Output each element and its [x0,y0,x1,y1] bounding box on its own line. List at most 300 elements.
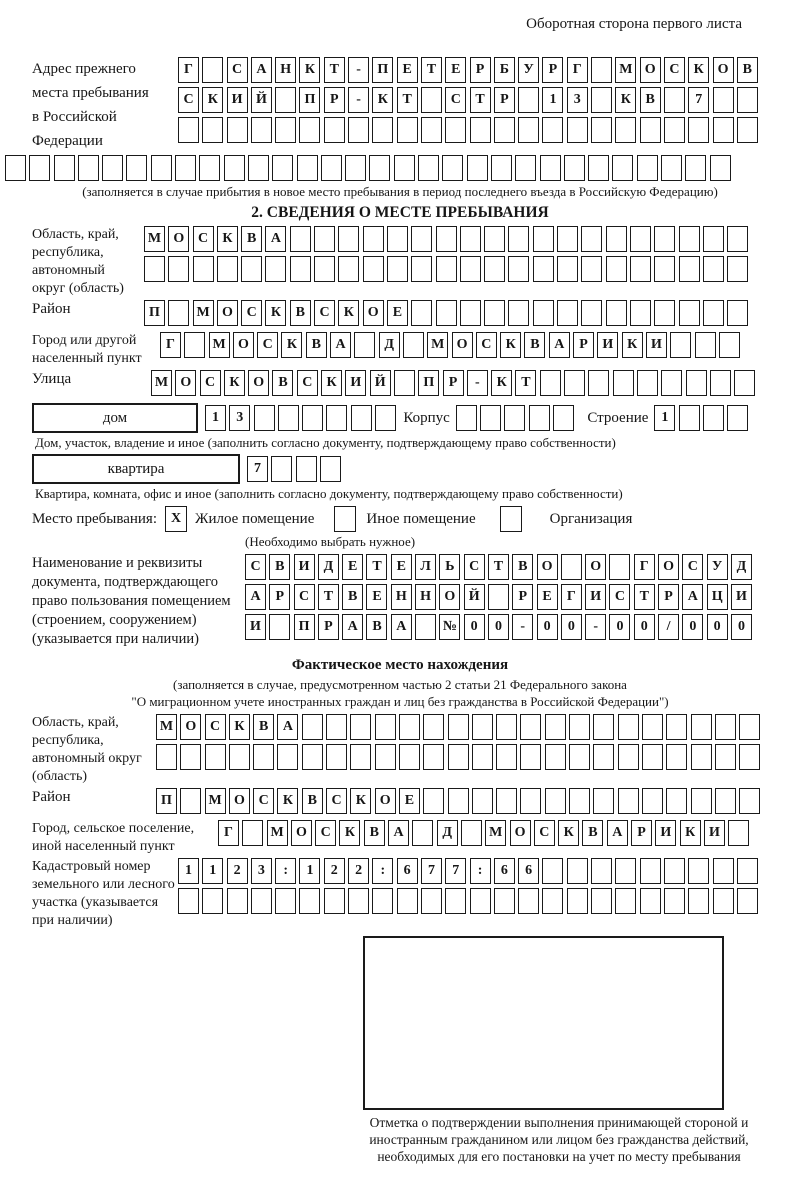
grid-cell[interactable]: О [363,300,384,326]
grid-cell[interactable]: Е [366,584,387,610]
grid-cell[interactable]: - [348,57,369,83]
grid-cell[interactable]: О [375,788,396,814]
grid-cell[interactable]: 6 [518,858,539,884]
grid-cell[interactable]: С [200,370,221,396]
grid-cell[interactable]: 1 [299,858,320,884]
grid-cell[interactable] [508,300,529,326]
grid-cell[interactable] [436,300,457,326]
grid-cell[interactable]: А [682,584,703,610]
grid-cell[interactable]: С [294,584,315,610]
grid-cell[interactable] [727,300,748,326]
grid-cell[interactable]: Т [488,554,509,580]
grid-cell[interactable] [472,744,493,770]
grid-cell[interactable] [394,370,415,396]
grid-cell[interactable]: В [524,332,545,358]
grid-cell[interactable] [151,155,172,181]
grid-cell[interactable]: В [272,370,293,396]
grid-cell[interactable] [686,370,707,396]
grid-cell[interactable] [178,117,199,143]
grid-cell[interactable] [661,370,682,396]
grid-cell[interactable] [719,332,740,358]
grid-cell[interactable] [338,226,359,252]
grid-cell[interactable] [710,370,731,396]
grid-cell[interactable]: : [275,858,296,884]
grid-cell[interactable] [679,256,700,282]
grid-cell[interactable] [314,256,335,282]
grid-cell[interactable]: 1 [202,858,223,884]
grid-cell[interactable]: К [299,57,320,83]
grid-cell[interactable] [324,888,345,914]
grid-cell[interactable] [193,256,214,282]
grid-cell[interactable] [703,226,724,252]
grid-cell[interactable]: Е [397,57,418,83]
grid-cell[interactable] [591,87,612,113]
grid-cell[interactable]: А [342,614,363,640]
grid-cell[interactable] [436,226,457,252]
grid-cell[interactable] [205,744,226,770]
grid-cell[interactable]: 7 [421,858,442,884]
grid-cell[interactable] [314,226,335,252]
grid-cell[interactable]: Г [634,554,655,580]
grid-cell[interactable]: У [518,57,539,83]
grid-cell[interactable] [715,788,736,814]
grid-cell[interactable]: О [217,300,238,326]
grid-cell[interactable]: О [510,820,531,846]
grid-cell[interactable]: С [227,57,248,83]
grid-cell[interactable]: Т [515,370,536,396]
grid-cell[interactable]: Е [445,57,466,83]
grid-cell[interactable] [569,788,590,814]
grid-cell[interactable] [545,714,566,740]
grid-cell[interactable] [703,256,724,282]
grid-cell[interactable]: 2 [227,858,248,884]
grid-cell[interactable] [567,858,588,884]
grid-cell[interactable] [666,788,687,814]
grid-cell[interactable] [609,554,630,580]
grid-cell[interactable]: Й [251,87,272,113]
grid-cell[interactable]: К [350,788,371,814]
grid-cell[interactable]: 0 [561,614,582,640]
grid-cell[interactable] [296,456,317,482]
grid-cell[interactable]: К [338,300,359,326]
grid-cell[interactable]: И [585,584,606,610]
grid-cell[interactable] [412,820,433,846]
grid-cell[interactable] [375,714,396,740]
grid-cell[interactable] [688,858,709,884]
grid-cell[interactable]: О [537,554,558,580]
grid-cell[interactable] [593,714,614,740]
grid-cell[interactable]: Ь [439,554,460,580]
grid-cell[interactable] [664,858,685,884]
grid-cell[interactable] [612,155,633,181]
grid-cell[interactable] [217,256,238,282]
grid-cell[interactable]: П [156,788,177,814]
grid-cell[interactable]: О [233,332,254,358]
grid-cell[interactable] [593,744,614,770]
grid-cell[interactable] [606,256,627,282]
grid-cell[interactable]: В [306,332,327,358]
grid-cell[interactable]: П [299,87,320,113]
grid-cell[interactable] [593,788,614,814]
grid-cell[interactable]: О [658,554,679,580]
grid-cell[interactable] [175,155,196,181]
grid-cell[interactable] [248,155,269,181]
grid-cell[interactable] [421,888,442,914]
grid-cell[interactable]: В [640,87,661,113]
grid-cell[interactable] [520,744,541,770]
grid-cell[interactable]: Р [470,57,491,83]
grid-cell[interactable]: Н [391,584,412,610]
grid-cell[interactable] [703,405,724,431]
grid-cell[interactable] [251,117,272,143]
grid-cell[interactable]: К [265,300,286,326]
grid-cell[interactable] [588,370,609,396]
grid-cell[interactable] [254,405,275,431]
grid-cell[interactable] [496,714,517,740]
grid-cell[interactable]: Р [494,87,515,113]
grid-cell[interactable] [178,888,199,914]
grid-cell[interactable]: М [193,300,214,326]
grid-cell[interactable] [320,456,341,482]
grid-cell[interactable]: С [241,300,262,326]
grid-cell[interactable] [484,256,505,282]
grid-cell[interactable]: И [655,820,676,846]
grid-cell[interactable] [345,155,366,181]
grid-cell[interactable] [354,332,375,358]
grid-cell[interactable]: М [205,788,226,814]
grid-cell[interactable] [54,155,75,181]
grid-cell[interactable] [350,714,371,740]
checkbox-residential[interactable]: X [165,506,187,532]
grid-cell[interactable] [421,87,442,113]
grid-cell[interactable] [302,714,323,740]
grid-cell[interactable] [297,155,318,181]
grid-cell[interactable]: В [582,820,603,846]
grid-cell[interactable]: В [737,57,758,83]
grid-cell[interactable]: Т [470,87,491,113]
grid-cell[interactable] [78,155,99,181]
grid-cell[interactable] [661,155,682,181]
grid-cell[interactable] [394,155,415,181]
grid-cell[interactable] [529,405,550,431]
grid-cell[interactable] [630,300,651,326]
grid-cell[interactable] [102,155,123,181]
grid-cell[interactable]: В [512,554,533,580]
grid-cell[interactable]: К [500,332,521,358]
grid-cell[interactable] [679,226,700,252]
grid-cell[interactable]: 3 [567,87,588,113]
grid-cell[interactable] [144,256,165,282]
grid-cell[interactable] [618,744,639,770]
grid-cell[interactable]: № [439,614,460,640]
grid-cell[interactable] [480,405,501,431]
grid-cell[interactable] [242,820,263,846]
grid-cell[interactable]: 1 [542,87,563,113]
grid-cell[interactable]: Р [658,584,679,610]
grid-cell[interactable] [688,117,709,143]
grid-cell[interactable]: Г [178,57,199,83]
grid-cell[interactable] [630,226,651,252]
grid-cell[interactable]: Р [324,87,345,113]
grid-cell[interactable] [533,226,554,252]
grid-cell[interactable] [540,155,561,181]
grid-cell[interactable] [375,405,396,431]
grid-cell[interactable]: Е [342,554,363,580]
grid-cell[interactable]: Т [421,57,442,83]
grid-cell[interactable]: С [682,554,703,580]
grid-cell[interactable]: Й [464,584,485,610]
grid-cell[interactable] [739,788,760,814]
grid-cell[interactable]: 0 [682,614,703,640]
grid-cell[interactable] [363,226,384,252]
grid-cell[interactable]: А [245,584,266,610]
grid-cell[interactable]: С [205,714,226,740]
grid-cell[interactable] [399,714,420,740]
grid-cell[interactable]: 0 [609,614,630,640]
grid-cell[interactable]: К [491,370,512,396]
grid-cell[interactable]: М [209,332,230,358]
grid-cell[interactable] [278,405,299,431]
grid-cell[interactable] [224,155,245,181]
grid-cell[interactable] [654,256,675,282]
grid-cell[interactable] [518,117,539,143]
grid-cell[interactable] [227,117,248,143]
grid-cell[interactable]: К [202,87,223,113]
grid-cell[interactable] [508,226,529,252]
grid-cell[interactable]: К [558,820,579,846]
grid-cell[interactable] [640,117,661,143]
grid-cell[interactable]: А [277,714,298,740]
grid-cell[interactable] [691,714,712,740]
grid-cell[interactable] [642,714,663,740]
grid-cell[interactable]: В [241,226,262,252]
grid-cell[interactable]: А [549,332,570,358]
grid-cell[interactable]: О [439,584,460,610]
grid-cell[interactable] [403,332,424,358]
grid-cell[interactable] [713,117,734,143]
grid-cell[interactable]: Р [631,820,652,846]
grid-cell[interactable] [275,87,296,113]
grid-cell[interactable]: С [253,788,274,814]
grid-cell[interactable] [423,788,444,814]
grid-cell[interactable]: Г [218,820,239,846]
grid-cell[interactable]: В [302,788,323,814]
grid-cell[interactable] [180,744,201,770]
grid-cell[interactable] [397,888,418,914]
grid-cell[interactable]: К [680,820,701,846]
grid-cell[interactable] [168,300,189,326]
grid-cell[interactable] [615,117,636,143]
grid-cell[interactable] [518,87,539,113]
grid-cell[interactable] [679,405,700,431]
grid-cell[interactable] [533,300,554,326]
grid-cell[interactable]: В [253,714,274,740]
grid-cell[interactable] [508,256,529,282]
grid-cell[interactable] [637,370,658,396]
grid-cell[interactable]: 6 [397,858,418,884]
grid-cell[interactable]: И [294,554,315,580]
grid-cell[interactable] [488,584,509,610]
grid-cell[interactable] [184,332,205,358]
grid-cell[interactable]: Т [324,57,345,83]
grid-cell[interactable]: О [175,370,196,396]
grid-cell[interactable] [397,117,418,143]
grid-cell[interactable]: Д [731,554,752,580]
grid-cell[interactable]: К [622,332,643,358]
grid-cell[interactable]: 2 [324,858,345,884]
grid-cell[interactable] [664,888,685,914]
grid-cell[interactable] [637,155,658,181]
grid-cell[interactable] [436,256,457,282]
grid-cell[interactable]: Б [494,57,515,83]
grid-cell[interactable]: И [245,614,266,640]
grid-cell[interactable] [326,405,347,431]
grid-cell[interactable] [350,744,371,770]
grid-cell[interactable]: С [609,584,630,610]
grid-cell[interactable]: П [418,370,439,396]
grid-cell[interactable]: 1 [178,858,199,884]
grid-cell[interactable]: Г [567,57,588,83]
grid-cell[interactable]: И [345,370,366,396]
grid-cell[interactable] [691,788,712,814]
grid-cell[interactable] [664,87,685,113]
grid-cell[interactable] [504,405,525,431]
grid-cell[interactable] [442,155,463,181]
grid-cell[interactable] [737,888,758,914]
grid-cell[interactable]: Т [397,87,418,113]
grid-cell[interactable] [180,788,201,814]
grid-cell[interactable] [715,714,736,740]
grid-cell[interactable] [411,226,432,252]
grid-cell[interactable] [421,117,442,143]
grid-cell[interactable] [348,888,369,914]
grid-cell[interactable] [496,744,517,770]
grid-cell[interactable] [415,614,436,640]
grid-cell[interactable] [618,714,639,740]
grid-cell[interactable] [737,858,758,884]
grid-cell[interactable] [591,117,612,143]
grid-cell[interactable] [695,332,716,358]
grid-cell[interactable] [588,155,609,181]
grid-cell[interactable]: Н [275,57,296,83]
grid-cell[interactable] [460,226,481,252]
grid-cell[interactable] [202,57,223,83]
grid-cell[interactable] [540,370,561,396]
grid-cell[interactable] [494,888,515,914]
grid-cell[interactable] [564,155,585,181]
grid-cell[interactable] [613,370,634,396]
checkbox-other-premises[interactable] [334,506,356,532]
grid-cell[interactable]: А [251,57,272,83]
grid-cell[interactable] [445,117,466,143]
grid-cell[interactable]: 1 [654,405,675,431]
grid-cell[interactable] [533,256,554,282]
grid-cell[interactable] [269,614,290,640]
grid-cell[interactable] [703,300,724,326]
grid-cell[interactable]: М [267,820,288,846]
grid-cell[interactable] [156,744,177,770]
grid-cell[interactable]: А [607,820,628,846]
grid-cell[interactable] [275,888,296,914]
grid-cell[interactable]: Е [399,788,420,814]
grid-cell[interactable] [265,256,286,282]
grid-cell[interactable] [494,117,515,143]
grid-cell[interactable] [302,744,323,770]
grid-cell[interactable] [520,788,541,814]
grid-cell[interactable] [351,405,372,431]
grid-cell[interactable] [591,888,612,914]
grid-cell[interactable]: Н [415,584,436,610]
grid-cell[interactable] [277,744,298,770]
grid-cell[interactable]: В [269,554,290,580]
grid-cell[interactable] [615,888,636,914]
grid-cell[interactable] [324,117,345,143]
grid-cell[interactable] [372,888,393,914]
grid-cell[interactable] [642,744,663,770]
grid-cell[interactable] [461,820,482,846]
grid-cell[interactable] [470,117,491,143]
grid-cell[interactable] [727,226,748,252]
grid-cell[interactable] [518,888,539,914]
grid-cell[interactable]: Д [437,820,458,846]
grid-cell[interactable] [241,256,262,282]
grid-cell[interactable]: 7 [688,87,709,113]
grid-cell[interactable]: С [257,332,278,358]
grid-cell[interactable]: 0 [731,614,752,640]
grid-cell[interactable]: К [224,370,245,396]
grid-cell[interactable]: / [658,614,679,640]
grid-cell[interactable] [542,888,563,914]
grid-cell[interactable]: М [144,226,165,252]
grid-cell[interactable] [606,226,627,252]
grid-cell[interactable]: С [445,87,466,113]
grid-cell[interactable]: К [281,332,302,358]
grid-cell[interactable]: Г [160,332,181,358]
grid-cell[interactable]: К [339,820,360,846]
grid-cell[interactable] [372,117,393,143]
grid-cell[interactable] [272,155,293,181]
grid-cell[interactable] [520,714,541,740]
grid-cell[interactable]: 7 [445,858,466,884]
grid-cell[interactable]: Д [379,332,400,358]
grid-cell[interactable] [202,888,223,914]
grid-cell[interactable] [491,155,512,181]
grid-cell[interactable]: Р [269,584,290,610]
grid-cell[interactable]: С [314,300,335,326]
grid-cell[interactable]: 3 [229,405,250,431]
grid-cell[interactable] [460,300,481,326]
grid-cell[interactable] [545,744,566,770]
grid-cell[interactable] [423,744,444,770]
grid-cell[interactable]: Е [537,584,558,610]
grid-cell[interactable]: О [713,57,734,83]
grid-cell[interactable]: И [646,332,667,358]
grid-cell[interactable]: И [597,332,618,358]
grid-cell[interactable] [515,155,536,181]
grid-cell[interactable]: 0 [488,614,509,640]
grid-cell[interactable]: С [464,554,485,580]
grid-cell[interactable] [728,820,749,846]
grid-cell[interactable] [557,256,578,282]
grid-cell[interactable] [326,744,347,770]
grid-cell[interactable] [713,858,734,884]
grid-cell[interactable] [445,888,466,914]
grid-cell[interactable] [251,888,272,914]
grid-cell[interactable] [666,744,687,770]
grid-cell[interactable] [423,714,444,740]
grid-cell[interactable] [338,256,359,282]
grid-cell[interactable] [348,117,369,143]
